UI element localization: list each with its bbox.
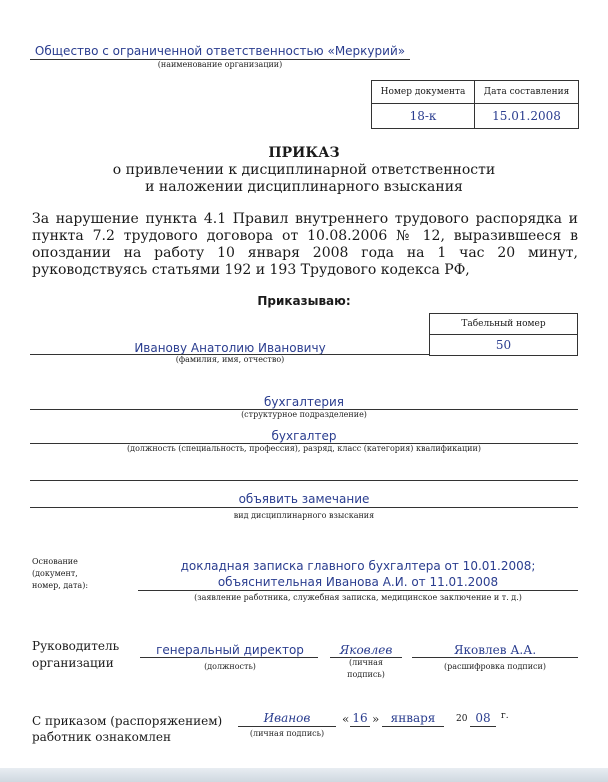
ack-label-line1: С приказом (распоряжением) xyxy=(32,714,223,728)
basis-document-line1: докладная записка главного бухгалтера от 10.01.2008; xyxy=(180,559,536,573)
ack-day: 16 xyxy=(352,711,368,725)
document-number-table xyxy=(371,80,579,129)
order-subtitle-line2: и наложении дисциплинарного взыскания xyxy=(145,179,463,195)
basis-document-line2: объяснительная Иванова А.И. от 11.01.2008 xyxy=(217,575,499,589)
document-date-header: Дата составления xyxy=(475,81,579,104)
organization-name: Общество с ограниченной ответственностью «Меркурий» xyxy=(34,44,406,58)
ack-month: января xyxy=(390,711,436,725)
head-position-caption: (должность) xyxy=(204,662,256,671)
organization-caption: (наименование организации) xyxy=(157,60,283,69)
head-decoding-caption: (расшифровка подписи) xyxy=(444,662,546,671)
page-bottom-shadow xyxy=(0,768,608,782)
head-position-underline xyxy=(140,657,318,658)
employee-position: бухгалтер xyxy=(271,429,337,443)
order-word: Приказываю: xyxy=(257,294,351,308)
department-caption: (структурное подразделение) xyxy=(241,410,367,419)
tabel-number: 50 xyxy=(430,335,578,356)
ack-month-underline xyxy=(382,726,444,727)
document-date: 15.01.2008 xyxy=(475,104,579,129)
employee-name-caption: (фамилия, имя, отчество) xyxy=(175,355,285,364)
document-number: 18-к xyxy=(372,104,475,129)
date-quote-close: » xyxy=(372,712,380,726)
basis-caption: (заявление работника, служебная записка, медицинское заключение и т. д.) xyxy=(194,593,522,602)
tabel-number-table xyxy=(429,313,578,356)
position-caption: (должность (специальность, профессия), разряд, класс (категория) квалификации) xyxy=(127,444,481,453)
penalty-caption: вид дисциплинарного взыскания xyxy=(233,511,375,520)
order-subtitle-line1: о привлечении к дисциплинарной ответственности xyxy=(112,162,496,178)
penalty-underline xyxy=(30,507,578,508)
employee-department: бухгалтерия xyxy=(264,395,344,409)
head-decoding-underline xyxy=(412,657,578,658)
ack-signature: Иванов xyxy=(263,711,311,725)
ack-label-line2: работник ознакомлен xyxy=(32,730,171,744)
employee-name: Иванову Анатолию Ивановичу xyxy=(134,341,326,355)
head-signature-decoding: Яковлев А.А. xyxy=(453,643,537,657)
basis-label-line2: (документ, xyxy=(32,569,78,578)
head-position: генеральный директор xyxy=(156,643,304,657)
penalty-type: объявить замечание xyxy=(238,492,370,506)
basis-label-line3: номер, дата): xyxy=(32,581,89,590)
basis-underline xyxy=(138,590,578,591)
basis-label-line1: Основание xyxy=(32,557,78,566)
ack-year-word: г. xyxy=(501,711,509,721)
ack-day-underline xyxy=(350,726,370,727)
head-signature: Яковлев xyxy=(339,643,393,657)
ack-signature-caption: (личная подпись) xyxy=(249,729,325,738)
order-heading: ПРИКАЗ xyxy=(268,145,340,161)
head-label-line1: Руководитель xyxy=(32,639,120,653)
ack-signature-underline xyxy=(238,726,336,727)
head-signature-caption-line1: (личная xyxy=(349,658,383,667)
head-label-line2: организации xyxy=(32,656,114,670)
head-signature-caption-line2: подпись) xyxy=(347,670,385,679)
document-number-header: Номер документа xyxy=(372,81,475,104)
ack-year-suffix: 08 xyxy=(475,711,491,725)
date-quote-open: « xyxy=(342,712,350,726)
order-body-text: За нарушение пункта 4.1 Правил внутреннего трудового распорядка и пункта 7.2 трудового договора от 10.08.2006 № 12, выразившееся в опоздании на работу 10 января 2008 года на 1 час 20 минут, руководствуясь статьями 192 и 193 Трудового кодекса РФ, xyxy=(32,211,578,278)
position-extra-line xyxy=(30,480,578,481)
tabel-number-header: Табельный номер xyxy=(430,314,578,335)
ack-year-underline xyxy=(470,726,496,727)
ack-year-prefix: 20 xyxy=(456,714,468,724)
